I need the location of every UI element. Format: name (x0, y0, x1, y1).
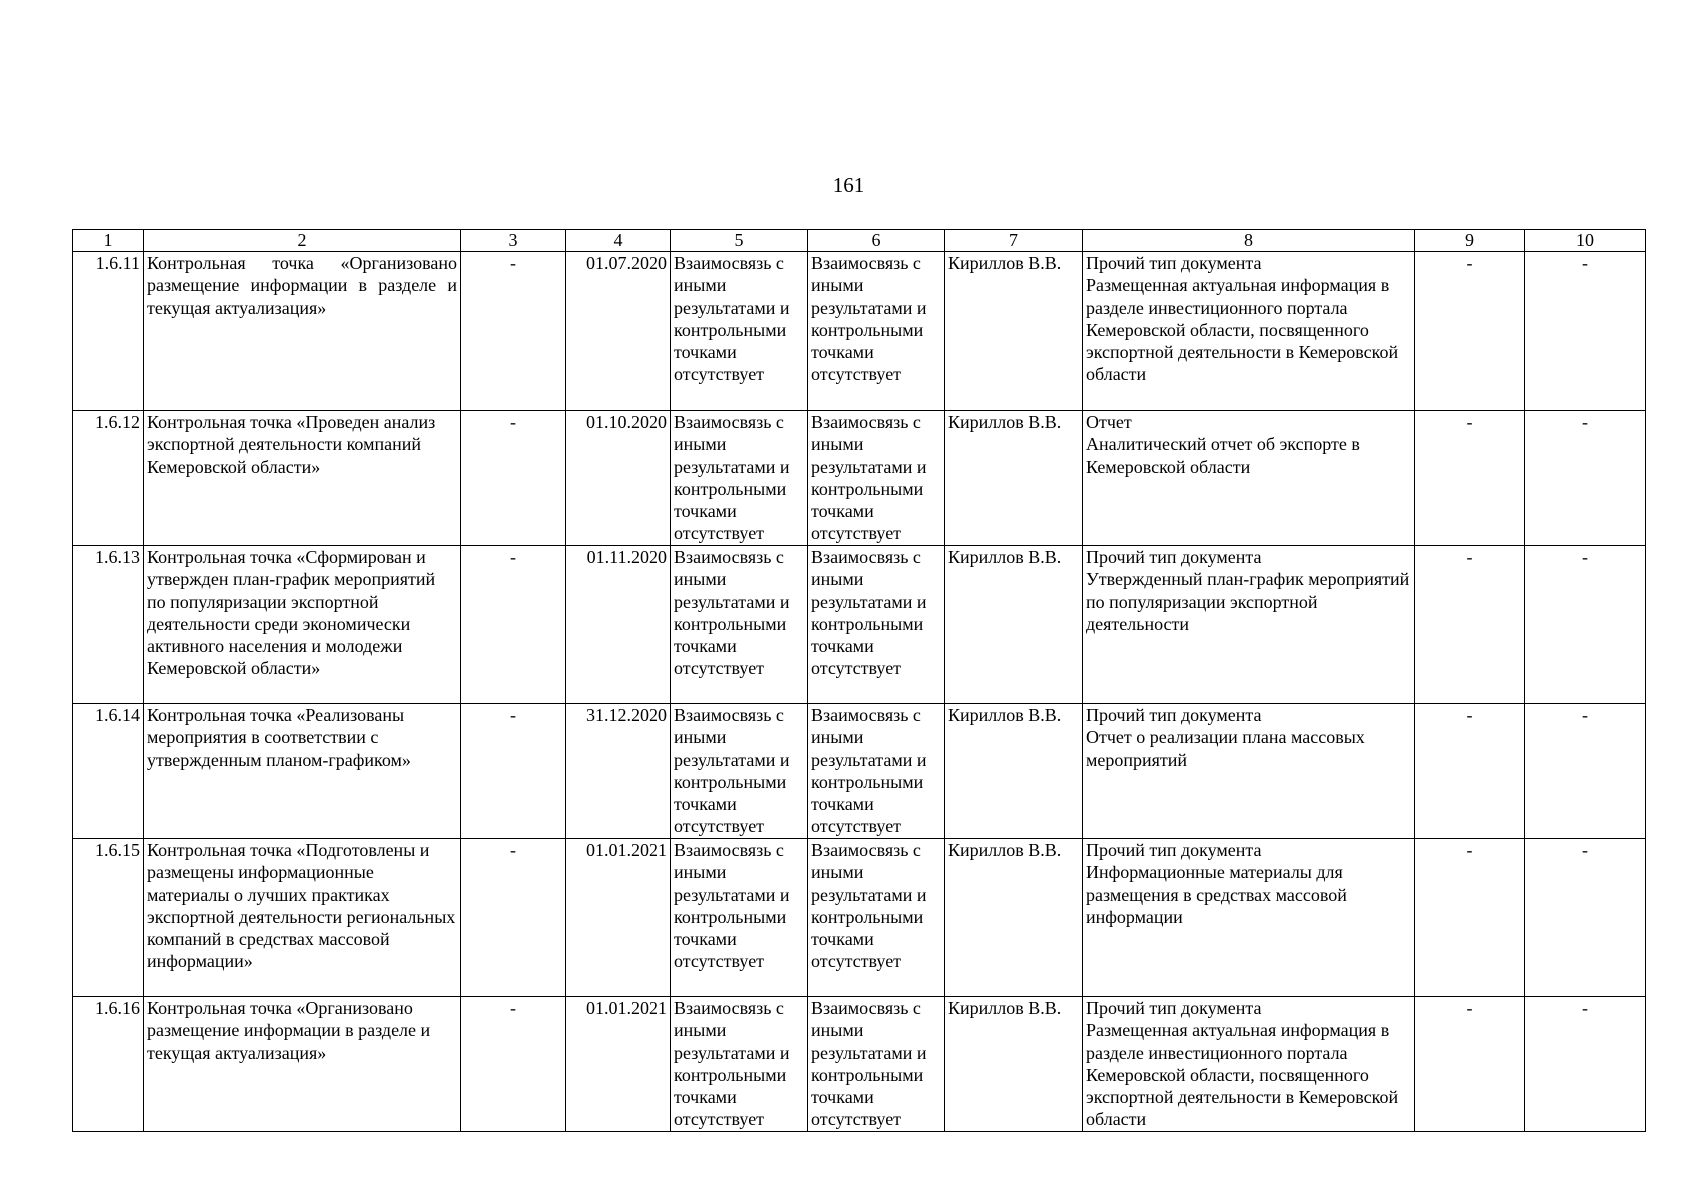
table-row (73, 252, 1646, 411)
successor-link: Взаимосвязь с иными результатами и контрольными точками отсутствует (808, 411, 945, 546)
column-3-value: - (461, 997, 566, 1132)
column-header: 9 (1415, 230, 1525, 252)
successor-link: Взаимосвязь с иными результатами и контрольными точками отсутствует (808, 997, 945, 1132)
due-date: 01.07.2020 (566, 252, 671, 411)
responsible-person: Кириллов В.В. (945, 546, 1083, 704)
document-type: Прочий тип документа (1086, 547, 1262, 567)
column-header: 10 (1525, 230, 1646, 252)
column-10-value: - (1525, 411, 1646, 546)
page-number: 161 (832, 173, 865, 197)
control-point-name: Контрольная точка «Сформирован и утвержден план-график мероприятий по популяризации экспортной деятельности среди экономически активного населения и молодежи Кемеровской области» (144, 546, 461, 704)
document-type: Прочий тип документа (1086, 705, 1262, 725)
document-description: Утвержденный план-график мероприятий по популяризации экспортной деятельности (1086, 569, 1410, 634)
document-type: Прочий тип документа (1086, 253, 1262, 273)
control-point-name: Контрольная точка «Организовано размещение информации в разделе и текущая актуализация» (144, 997, 461, 1132)
column-10-value: - (1525, 704, 1646, 839)
control-point-name: Контрольная точка «Реализованы мероприятия в соответствии с утвержденным планом-графиком» (144, 704, 461, 839)
document-cell (1083, 704, 1415, 839)
column-header: 7 (945, 230, 1083, 252)
item-number: 1.6.11 (73, 252, 144, 411)
table-row (73, 411, 1646, 546)
column-9-value: - (1415, 839, 1525, 997)
column-9-value: - (1415, 546, 1525, 704)
control-point-name: Контрольная точка «Подготовлены и размещены информационные материалы о лучших практиках экспортной деятельности региональных компаний в средствах массовой информации» (144, 839, 461, 997)
document-type: Прочий тип документа (1086, 840, 1262, 860)
column-9-value: - (1415, 411, 1525, 546)
due-date: 01.10.2020 (566, 411, 671, 546)
document-cell (1083, 252, 1415, 411)
column-9-value: - (1415, 997, 1525, 1132)
column-3-value: - (461, 704, 566, 839)
column-header: 8 (1083, 230, 1415, 252)
document-cell (1083, 997, 1415, 1132)
successor-link: Взаимосвязь с иными результатами и контрольными точками отсутствует (808, 252, 945, 411)
column-10-value: - (1525, 839, 1646, 997)
table-row (73, 839, 1646, 997)
responsible-person: Кириллов В.В. (945, 411, 1083, 546)
document-description: Размещенная актуальная информация в разделе инвестиционного портала Кемеровской области, посвященного экспортной деятельности в Кемеровской области (1086, 275, 1399, 385)
column-header: 4 (566, 230, 671, 252)
document-description: Размещенная актуальная информация в разделе инвестиционного портала Кемеровской области, посвященного экспортной деятельности в Кемеровской области (1086, 1020, 1399, 1130)
column-3-value: - (461, 546, 566, 704)
successor-link: Взаимосвязь с иными результатами и контрольными точками отсутствует (808, 839, 945, 997)
column-3-value: - (461, 252, 566, 411)
table-row (73, 704, 1646, 839)
responsible-person: Кириллов В.В. (945, 704, 1083, 839)
predecessor-link: Взаимосвязь с иными результатами и контрольными точками отсутствует (671, 411, 808, 546)
responsible-person: Кириллов В.В. (945, 252, 1083, 411)
predecessor-link: Взаимосвязь с иными результатами и контрольными точками отсутствует (671, 997, 808, 1132)
column-header: 1 (73, 230, 144, 252)
successor-link: Взаимосвязь с иными результатами и контрольными точками отсутствует (808, 704, 945, 839)
item-number: 1.6.12 (73, 411, 144, 546)
column-10-value: - (1525, 997, 1646, 1132)
document-cell (1083, 411, 1415, 546)
document-cell (1083, 839, 1415, 997)
document-type: Прочий тип документа (1086, 998, 1262, 1018)
column-9-value: - (1415, 704, 1525, 839)
successor-link: Взаимосвязь с иными результатами и контрольными точками отсутствует (808, 546, 945, 704)
control-points-table (72, 229, 1646, 1132)
due-date: 01.01.2021 (566, 997, 671, 1132)
predecessor-link: Взаимосвязь с иными результатами и контрольными точками отсутствует (671, 839, 808, 997)
document-type: Отчет (1086, 412, 1132, 432)
responsible-person: Кириллов В.В. (945, 839, 1083, 997)
table-row (73, 546, 1646, 704)
document-cell (1083, 546, 1415, 704)
column-10-value: - (1525, 252, 1646, 411)
column-number-header-row (73, 230, 1646, 252)
item-number: 1.6.15 (73, 839, 144, 997)
due-date: 01.11.2020 (566, 546, 671, 704)
document-description: Аналитический отчет об экспорте в Кемеровской области (1086, 434, 1360, 477)
column-header: 5 (671, 230, 808, 252)
control-point-name: Контрольная точка «Организовано размещение информации в разделе и текущая актуализация» (144, 252, 461, 411)
column-header: 3 (461, 230, 566, 252)
predecessor-link: Взаимосвязь с иными результатами и контрольными точками отсутствует (671, 546, 808, 704)
column-header: 2 (144, 230, 461, 252)
due-date: 01.01.2021 (566, 839, 671, 997)
column-10-value: - (1525, 546, 1646, 704)
responsible-person: Кириллов В.В. (945, 997, 1083, 1132)
item-number: 1.6.16 (73, 997, 144, 1132)
column-3-value: - (461, 839, 566, 997)
column-3-value: - (461, 411, 566, 546)
predecessor-link: Взаимосвязь с иными результатами и контрольными точками отсутствует (671, 252, 808, 411)
item-number: 1.6.14 (73, 704, 144, 839)
predecessor-link: Взаимосвязь с иными результатами и контрольными точками отсутствует (671, 704, 808, 839)
control-point-name: Контрольная точка «Проведен анализ экспортной деятельности компаний Кемеровской области» (144, 411, 461, 546)
column-9-value: - (1415, 252, 1525, 411)
document-description: Отчет о реализации плана массовых мероприятий (1086, 727, 1365, 770)
due-date: 31.12.2020 (566, 704, 671, 839)
table-row (73, 997, 1646, 1132)
document-description: Информационные материалы для размещения в средствах массовой информации (1086, 862, 1347, 927)
column-header: 6 (808, 230, 945, 252)
item-number: 1.6.13 (73, 546, 144, 704)
